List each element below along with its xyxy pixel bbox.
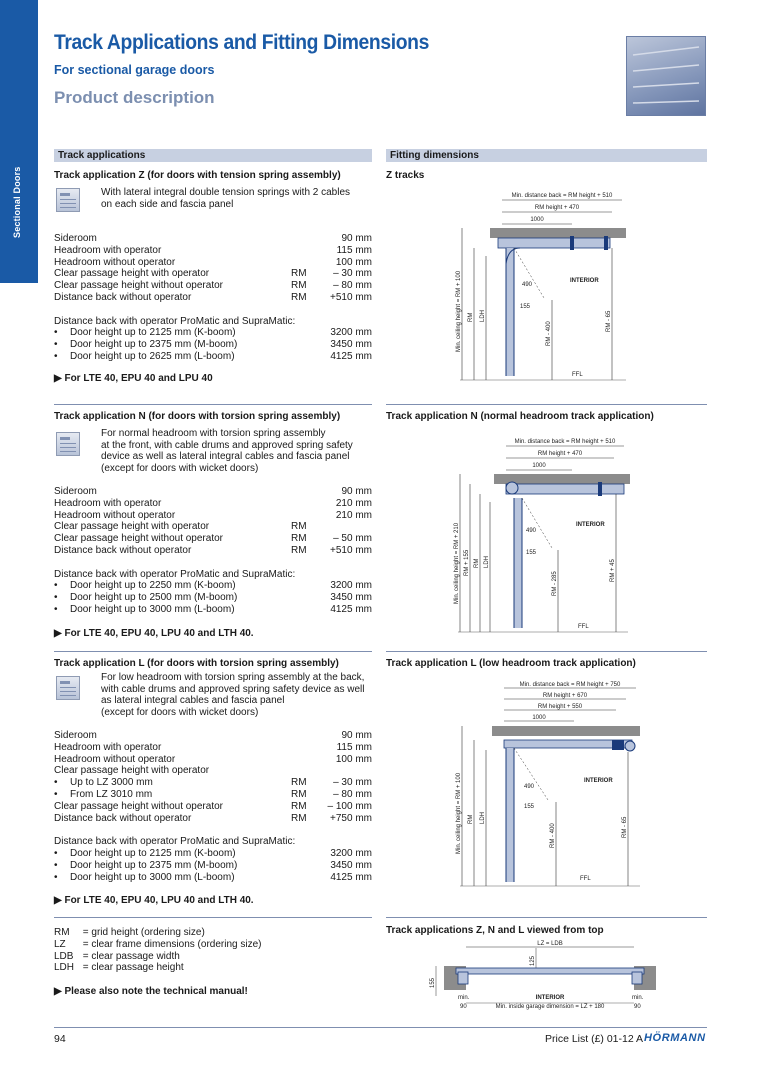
z-note: ▶ For LTE 40, EPU 40 and LPU 40 [54, 373, 213, 384]
n-dim-low: 1000 [532, 463, 546, 469]
page-subtitle: For sectional garage doors [54, 63, 215, 77]
legend-item: LDB = clear passage width [54, 950, 180, 962]
z-diagram-title: Z tracks [386, 170, 425, 181]
section-heading: Product description [54, 88, 215, 107]
n-spec-table [54, 486, 372, 616]
n-dim-v2: RM + 155 [464, 549, 470, 576]
legend-item: LZ = clear frame dimensions (ordering size) [54, 938, 262, 950]
z-dim-low: 1000 [530, 217, 544, 223]
l-dim-v4: RM - 400 [550, 823, 556, 848]
spec-row: • Door height up to 2375 mm (M-boom) 3450 mm [54, 339, 372, 351]
l-dim-v2: RM [468, 814, 474, 824]
track-applications-bar: Track applications [54, 149, 372, 162]
spec-row: • From LZ 3010 mm RM – 80 mm [54, 789, 372, 801]
spec-row: • Door height up to 2375 mm (M-boom) 3450 mm [54, 860, 372, 872]
spec-row: Clear passage height with operator RM – 30 mm [54, 268, 372, 280]
n-dim-a: 490 [526, 528, 537, 534]
divider [386, 651, 707, 652]
n-dim-top: Min. distance back = RM height + 510 [514, 439, 616, 445]
divider [386, 917, 707, 918]
n-dim-v3: RM [474, 558, 480, 568]
tension-spring-door-icon [56, 188, 80, 212]
spec-row: • Door height up to 2500 mm (M-boom) 3450 mm [54, 592, 372, 604]
spec-row: Distance back without operator RM +510 mm [54, 291, 372, 303]
spec-row: Clear passage height without operator RM – 50 mm [54, 533, 372, 545]
n-track-diagram [440, 432, 640, 644]
l-dim-a: 490 [524, 784, 535, 790]
z-dim-v1: Min. ceiling height = RM + 100 [456, 270, 462, 352]
l-dim-b: 155 [524, 804, 535, 810]
spec-row: Sideroom 90 mm [54, 730, 372, 741]
spec-row: Headroom without operator 100 mm [54, 753, 372, 765]
manual-note: ▶ Please also note the technical manual! [54, 986, 248, 997]
n-ffl-label: FFL [578, 624, 589, 630]
torsion-spring-door-icon [56, 432, 80, 456]
l-interior-label: INTERIOR [584, 778, 613, 784]
spec-row: Clear passage height without operator RM – 100 mm [54, 800, 372, 812]
spec-row: • Door height up to 3000 mm (L-boom) 4125 mm [54, 604, 372, 616]
spec-row: • Door height up to 2625 mm (L-boom) 4125 mm [54, 351, 372, 363]
z-description: With lateral integral double tension springs with 2 cables on each side and fascia panel [101, 187, 351, 210]
legend-item: RM = grid height (ordering size) [54, 927, 205, 938]
n-dim-mid: RM height + 470 [537, 451, 583, 457]
l-dim-v5: RM - 65 [622, 816, 628, 838]
spec-row: Distance back without operator RM +510 mm [54, 544, 372, 556]
spec-row: Clear passage height with operator [54, 765, 210, 777]
spec-row: Distance back without operator RM +750 mm [54, 812, 372, 824]
sidebar-label: Sectional Doors [12, 166, 22, 238]
spec-row: Headroom without operator 210 mm [54, 509, 372, 521]
z-dim-mid: RM height + 470 [534, 205, 580, 211]
l-note: ▶ For LTE 40, EPU 40, LPU 40 and LTH 40. [54, 895, 254, 906]
l-dim-v3: LDH [480, 811, 486, 824]
top-min-left: min. [458, 995, 470, 1001]
z-dim-v4: RM - 400 [546, 321, 552, 346]
spec-row: Headroom with operator 115 mm [54, 244, 372, 256]
z-interior-label: INTERIOR [570, 278, 599, 284]
l-diagram-title: Track application L (low headroom track application) [386, 658, 636, 669]
n-note: ▶ For LTE 40, EPU 40, LPU 40 and LTH 40. [54, 628, 254, 639]
l-spec-table [54, 730, 372, 883]
top-d125-label: 125 [530, 955, 536, 966]
garage-door-image [626, 36, 706, 116]
l-heading: Track application L (for doors with torsion spring assembly) [54, 658, 339, 669]
spec-row: Clear passage height without operator RM – 80 mm [54, 280, 372, 292]
l-dim-mid2: RM height + 550 [537, 704, 583, 710]
legend-item: LDH = clear passage height [54, 962, 184, 974]
top-90-right: 90 [634, 1004, 641, 1010]
n-diagram-title: Track application N (normal headroom track application) [386, 411, 654, 422]
spec-row: Clear passage height with operator RM [54, 521, 307, 533]
n-dim-v1: Min. ceiling height = RM + 210 [454, 522, 460, 604]
z-spec-table [54, 233, 372, 363]
l-ffl-label: FFL [580, 876, 591, 882]
spec-subtitle: Distance back with operator ProMatic and SupraMatic: [54, 836, 296, 848]
spec-row: Sideroom 90 mm [54, 486, 372, 497]
page-title: Track Applications and Fitting Dimensions [54, 31, 429, 54]
footer-divider [54, 1027, 707, 1028]
spec-subtitle: Distance back with operator ProMatic and SupraMatic: [54, 568, 296, 580]
top-lz-label: LZ = LDB [537, 941, 563, 947]
fitting-dimensions-bar: Fitting dimensions [386, 149, 707, 162]
sidebar-tab [0, 0, 38, 283]
top-view-diagram [426, 938, 666, 1014]
n-interior-label: INTERIOR [576, 522, 605, 528]
z-dim-b: 155 [520, 304, 531, 310]
z-track-diagram [440, 186, 640, 398]
n-heading: Track application N (for doors with torsion spring assembly) [54, 411, 341, 422]
z-ffl-label: FFL [572, 372, 583, 378]
divider [54, 404, 372, 405]
spec-row: • Door height up to 2125 mm (K-boom) 3200 mm [54, 848, 372, 860]
spec-row: Headroom without operator 100 mm [54, 256, 372, 268]
l-dim-mid: RM height + 670 [542, 693, 588, 699]
z-dim-top: Min. distance back = RM height + 510 [511, 193, 613, 199]
l-description: For low headroom with torsion spring assembly at the back, with cable drums and approved spring safety device as well as lateral integral cables and fascia panel (except for doors with wicket doors) [101, 672, 365, 718]
n-dim-v4: LDH [484, 555, 490, 568]
top-interior-label: INTERIOR [535, 995, 565, 1001]
spec-row: • Door height up to 2125 mm (K-boom) 3200 mm [54, 327, 372, 339]
spec-row: Headroom with operator 210 mm [54, 497, 372, 509]
brand-logo: HÖRMANN [644, 1032, 706, 1044]
top-d155-label: 155 [430, 977, 436, 988]
n-dim-v5: RM - 285 [552, 571, 558, 596]
z-dim-v5: RM - 65 [606, 310, 612, 332]
spec-row: • Up to LZ 3000 mm RM – 30 mm [54, 777, 372, 789]
z-heading: Track application Z (for doors with tension spring assembly) [54, 170, 341, 181]
torsion-spring-door-icon [56, 676, 80, 700]
page-number: 94 [54, 1033, 66, 1045]
n-description: For normal headroom with torsion spring assembly at the front, with cable drums and approved spring safety device as well as lateral integral cables and fascia panel (except for doors with wicket doors) [101, 428, 353, 474]
spec-row: • Door height up to 3000 mm (L-boom) 4125 mm [54, 872, 372, 884]
z-dim-v3: LDH [480, 309, 486, 322]
top-min-right: min. [632, 995, 644, 1001]
top-90-left: 90 [460, 1004, 467, 1010]
top-inside-label: Min. inside garage dimension = LZ + 180 [495, 1004, 605, 1010]
abbreviation-legend [54, 927, 261, 974]
n-dim-v6: RM + 45 [610, 559, 616, 582]
z-dim-a: 490 [522, 282, 533, 288]
z-dim-v2: RM [468, 312, 474, 322]
spec-row: • Door height up to 2250 mm (K-boom) 3200 mm [54, 580, 372, 592]
spec-subtitle: Distance back with operator ProMatic and SupraMatic: [54, 315, 296, 327]
spec-row: Headroom with operator 115 mm [54, 741, 372, 753]
l-dim-low: 1000 [532, 715, 546, 721]
divider [386, 404, 707, 405]
n-dim-b: 155 [526, 550, 537, 556]
l-track-diagram [440, 678, 650, 892]
spec-row: Sideroom 90 mm [54, 233, 372, 244]
divider [54, 917, 372, 918]
l-dim-top: Min. distance back = RM height + 750 [519, 682, 621, 688]
l-dim-v1: Min. ceiling height = RM + 100 [456, 772, 462, 854]
price-list-label: Price List (£) 01-12 A [545, 1033, 644, 1045]
top-view-title: Track applications Z, N and L viewed from top [386, 925, 604, 936]
divider [54, 651, 372, 652]
